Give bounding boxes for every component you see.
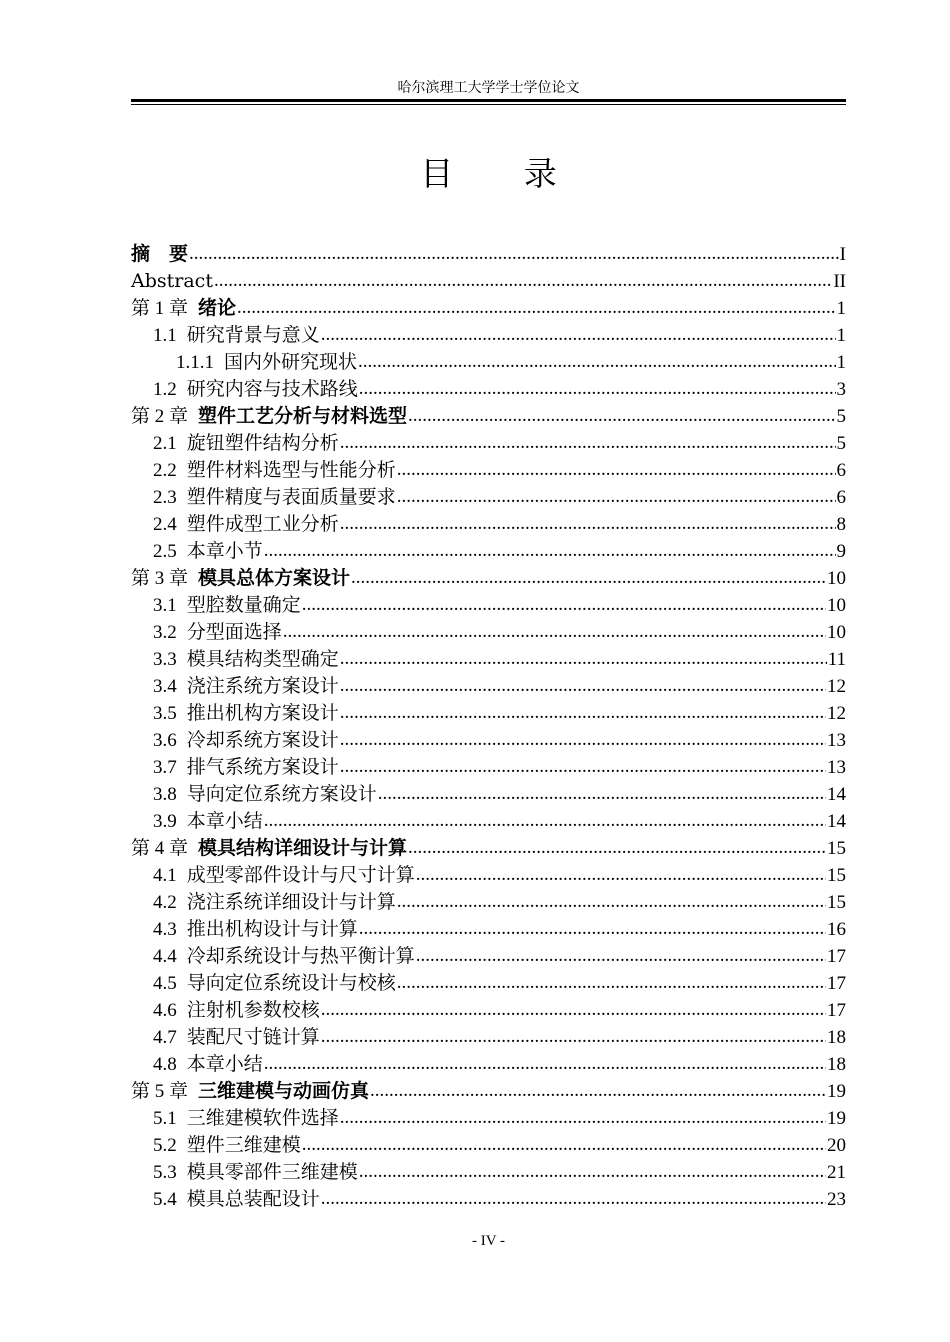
toc-entry-title: 模具总装配设计 <box>186 1188 320 1210</box>
toc-entry-number: 5.4 <box>153 1189 177 1210</box>
toc-entry-page: 20 <box>827 1135 846 1156</box>
toc-entry-title: 旋钮塑件结构分析 <box>186 432 339 454</box>
toc-entry-number: 4.7 <box>153 1027 177 1048</box>
toc-entry[interactable] <box>131 403 846 430</box>
toc-entry-number: 3.1 <box>153 595 177 616</box>
toc-entry-title: 摘 要 <box>131 243 189 265</box>
toc-entry[interactable] <box>131 619 846 646</box>
toc-entry-number: 2.3 <box>153 487 177 508</box>
toc-entry-number: 4.3 <box>153 919 177 940</box>
toc-entry-page: 21 <box>827 1162 846 1183</box>
toc-entry-page: 17 <box>827 946 846 967</box>
toc-entry-title: 注射机参数校核 <box>186 999 320 1021</box>
toc-entry-number: 3.4 <box>153 676 177 697</box>
toc-entry-title: 研究内容与技术路线 <box>186 378 358 400</box>
toc-entry-number: 第 5 章 <box>131 1081 189 1102</box>
toc-entry-title: 塑件三维建模 <box>186 1134 301 1156</box>
running-header: 哈尔滨理工大学学士学位论文 <box>397 80 580 96</box>
toc-entry[interactable] <box>131 511 846 538</box>
toc-entry-title: 塑件成型工业分析 <box>186 513 339 535</box>
toc-entry-number: 4.2 <box>153 892 177 913</box>
toc-dot-leader <box>189 240 839 267</box>
toc-entry-number: 第 2 章 <box>131 406 189 427</box>
table-of-contents <box>131 241 846 1213</box>
toc-entry[interactable] <box>131 943 846 970</box>
toc-entry[interactable] <box>131 1132 846 1159</box>
toc-entry[interactable] <box>131 1051 846 1078</box>
toc-entry-title: 分型面选择 <box>186 621 282 643</box>
toc-dot-leader <box>397 483 836 510</box>
toc-entry-page: 1 <box>836 352 846 373</box>
toc-entry-number: 第 4 章 <box>131 838 189 859</box>
toc-entry-page: 1 <box>836 298 846 319</box>
toc-entry-title: 型腔数量确定 <box>186 594 301 616</box>
toc-entry[interactable] <box>131 1024 846 1051</box>
toc-entry-page: 11 <box>827 649 846 670</box>
toc-entry-page: 19 <box>827 1081 846 1102</box>
toc-entry-page: 3 <box>836 379 846 400</box>
toc-entry-title: 推出机构方案设计 <box>186 702 339 724</box>
toc-entry-number: 5.3 <box>153 1162 177 1183</box>
toc-entry-page: 23 <box>827 1189 846 1210</box>
toc-entry-page: 15 <box>827 892 846 913</box>
toc-entry-title: 冷却系统方案设计 <box>186 729 339 751</box>
toc-entry[interactable] <box>131 484 846 511</box>
toc-entry[interactable] <box>131 673 846 700</box>
toc-entry-number: 2.5 <box>153 541 177 562</box>
toc-entry-page: 12 <box>827 703 846 724</box>
toc-dot-leader <box>321 1185 826 1212</box>
toc-entry[interactable] <box>131 538 846 565</box>
toc-entry-title: 塑件材料选型与性能分析 <box>186 459 396 481</box>
toc-entry-page: 13 <box>827 730 846 751</box>
toc-entry[interactable] <box>131 349 846 376</box>
toc-dot-leader <box>302 1131 826 1158</box>
toc-entry[interactable] <box>131 781 846 808</box>
toc-entry-number: 5.1 <box>153 1108 177 1129</box>
toc-entry-title: 成型零部件设计与尺寸计算 <box>186 864 415 886</box>
toc-entry-page: 12 <box>827 676 846 697</box>
toc-dot-leader <box>237 294 835 321</box>
toc-entry[interactable] <box>131 376 846 403</box>
toc-dot-leader <box>358 348 835 375</box>
toc-entry-number: 第 3 章 <box>131 568 189 589</box>
toc-dot-leader <box>340 1104 826 1131</box>
toc-dot-leader <box>359 1158 826 1185</box>
toc-entry-title: Abstract <box>131 270 213 292</box>
toc-entry[interactable] <box>131 268 846 295</box>
toc-dot-leader <box>397 969 826 996</box>
toc-dot-leader <box>321 321 836 348</box>
toc-entry-title: 本章小结 <box>186 1053 263 1075</box>
toc-entry-number: 4.5 <box>153 973 177 994</box>
toc-entry[interactable] <box>131 997 846 1024</box>
toc-entry-number: 3.3 <box>153 649 177 670</box>
toc-entry-title: 三维建模软件选择 <box>186 1107 339 1129</box>
toc-entry-page: 14 <box>827 784 846 805</box>
toc-entry-number: 3.7 <box>153 757 177 778</box>
toc-entry[interactable] <box>131 727 846 754</box>
toc-entry[interactable] <box>131 1078 846 1105</box>
toc-entry-number: 4.4 <box>153 946 177 967</box>
toc-entry[interactable] <box>131 430 846 457</box>
toc-entry-page: 14 <box>827 811 846 832</box>
toc-dot-leader <box>321 1023 826 1050</box>
toc-entry-page: 10 <box>827 568 846 589</box>
toc-entry-title: 装配尺寸链计算 <box>186 1026 320 1048</box>
toc-entry-title: 浇注系统方案设计 <box>186 675 339 697</box>
toc-dot-leader <box>340 753 826 780</box>
toc-entry-title: 导向定位系统设计与校核 <box>186 972 396 994</box>
toc-dot-leader <box>340 645 827 672</box>
toc-dot-leader <box>416 942 826 969</box>
toc-entry[interactable] <box>131 1186 846 1213</box>
toc-entry-page: 6 <box>836 460 846 481</box>
toc-dot-leader <box>408 834 826 861</box>
toc-dot-leader <box>340 726 826 753</box>
toc-entry[interactable] <box>131 646 846 673</box>
toc-entry[interactable] <box>131 970 846 997</box>
toc-entry-page: 10 <box>827 595 846 616</box>
toc-dot-leader <box>416 861 826 888</box>
toc-dot-leader <box>340 429 836 456</box>
toc-entry-number: 3.5 <box>153 703 177 724</box>
toc-entry[interactable] <box>131 808 846 835</box>
toc-entry-page: 17 <box>827 1000 846 1021</box>
toc-entry-page: I <box>839 244 846 265</box>
toc-entry-page: 16 <box>827 919 846 940</box>
toc-entry-number: 3.8 <box>153 784 177 805</box>
toc-entry-title: 塑件精度与表面质量要求 <box>186 486 396 508</box>
toc-entry-number: 3.9 <box>153 811 177 832</box>
toc-dot-leader <box>264 807 826 834</box>
toc-entry[interactable] <box>131 565 846 592</box>
toc-entry-page: 10 <box>827 622 846 643</box>
toc-entry-title: 研究背景与意义 <box>186 324 320 346</box>
toc-entry-title: 冷却系统设计与热平衡计算 <box>186 945 415 967</box>
toc-entry-title: 三维建模与动画仿真 <box>198 1080 370 1102</box>
toc-entry-number: 4.6 <box>153 1000 177 1021</box>
toc-dot-leader <box>340 510 836 537</box>
toc-entry[interactable] <box>131 754 846 781</box>
toc-entry-page: 15 <box>827 838 846 859</box>
toc-entry-page: 8 <box>836 514 846 535</box>
header-rule-thin <box>131 104 846 105</box>
toc-entry[interactable] <box>131 241 846 268</box>
toc-dot-leader <box>340 699 826 726</box>
toc-entry-number: 5.2 <box>153 1135 177 1156</box>
toc-entry-page: 18 <box>827 1027 846 1048</box>
toc-dot-leader <box>302 591 826 618</box>
toc-dot-leader <box>359 915 826 942</box>
toc-dot-leader <box>378 780 826 807</box>
toc-dot-leader <box>397 888 826 915</box>
page-number: - IV - <box>471 1233 506 1249</box>
toc-entry-title: 本章小节 <box>186 540 263 562</box>
toc-entry-page: 18 <box>827 1054 846 1075</box>
toc-dot-leader <box>397 456 836 483</box>
toc-entry[interactable] <box>131 592 846 619</box>
toc-dot-leader <box>264 1050 826 1077</box>
toc-dot-leader <box>214 267 832 294</box>
toc-entry-title: 导向定位系统方案设计 <box>186 783 377 805</box>
toc-entry-number: 3.6 <box>153 730 177 751</box>
toc-entry-page: II <box>833 271 846 292</box>
toc-entry-number: 1.2 <box>153 379 177 400</box>
toc-entry-title: 推出机构设计与计算 <box>186 918 358 940</box>
toc-entry-number: 2.4 <box>153 514 177 535</box>
toc-title: 目 录 <box>420 154 587 193</box>
toc-entry-title: 模具总体方案设计 <box>198 567 351 589</box>
toc-entry-title: 模具结构类型确定 <box>186 648 339 670</box>
toc-dot-leader <box>283 618 826 645</box>
header-rule-thick <box>131 99 846 102</box>
toc-entry[interactable] <box>131 457 846 484</box>
toc-entry-title: 排气系统方案设计 <box>186 756 339 778</box>
toc-entry-page: 17 <box>827 973 846 994</box>
toc-entry-page: 6 <box>836 487 846 508</box>
toc-dot-leader <box>351 564 826 591</box>
toc-entry-page: 15 <box>827 865 846 886</box>
toc-entry[interactable] <box>131 916 846 943</box>
toc-dot-leader <box>359 375 836 402</box>
toc-dot-leader <box>321 996 826 1023</box>
toc-entry[interactable] <box>131 700 846 727</box>
toc-entry-title: 本章小结 <box>186 810 263 832</box>
toc-entry-page: 1 <box>836 325 846 346</box>
toc-entry-title: 模具零部件三维建模 <box>186 1161 358 1183</box>
toc-entry[interactable] <box>131 295 846 322</box>
toc-entry[interactable] <box>131 1105 846 1132</box>
toc-entry-number: 4.1 <box>153 865 177 886</box>
toc-entry-title: 国内外研究现状 <box>224 351 358 373</box>
toc-entry-number: 1.1.1 <box>176 352 214 373</box>
toc-dot-leader <box>264 537 836 564</box>
toc-entry-title: 塑件工艺分析与材料选型 <box>198 405 408 427</box>
toc-entry-number: 2.1 <box>153 433 177 454</box>
toc-entry-page: 13 <box>827 757 846 778</box>
toc-entry[interactable] <box>131 835 846 862</box>
toc-entry-title: 浇注系统详细设计与计算 <box>186 891 396 913</box>
toc-entry[interactable] <box>131 889 846 916</box>
toc-entry-title: 绪论 <box>198 297 237 319</box>
toc-entry-title: 模具结构详细设计与计算 <box>198 837 408 859</box>
toc-dot-leader <box>408 402 835 429</box>
toc-entry-page: 19 <box>827 1108 846 1129</box>
toc-dot-leader <box>370 1077 826 1104</box>
toc-entry-page: 5 <box>836 433 846 454</box>
toc-entry[interactable] <box>131 1159 846 1186</box>
toc-entry-page: 5 <box>836 406 846 427</box>
toc-entry-page: 9 <box>836 541 846 562</box>
toc-entry[interactable] <box>131 862 846 889</box>
toc-entry-number: 3.2 <box>153 622 177 643</box>
toc-entry-number: 4.8 <box>153 1054 177 1075</box>
toc-entry-number: 2.2 <box>153 460 177 481</box>
toc-entry-number: 1.1 <box>153 325 177 346</box>
toc-entry[interactable] <box>131 322 846 349</box>
toc-dot-leader <box>340 672 826 699</box>
toc-entry-number: 第 1 章 <box>131 298 189 319</box>
